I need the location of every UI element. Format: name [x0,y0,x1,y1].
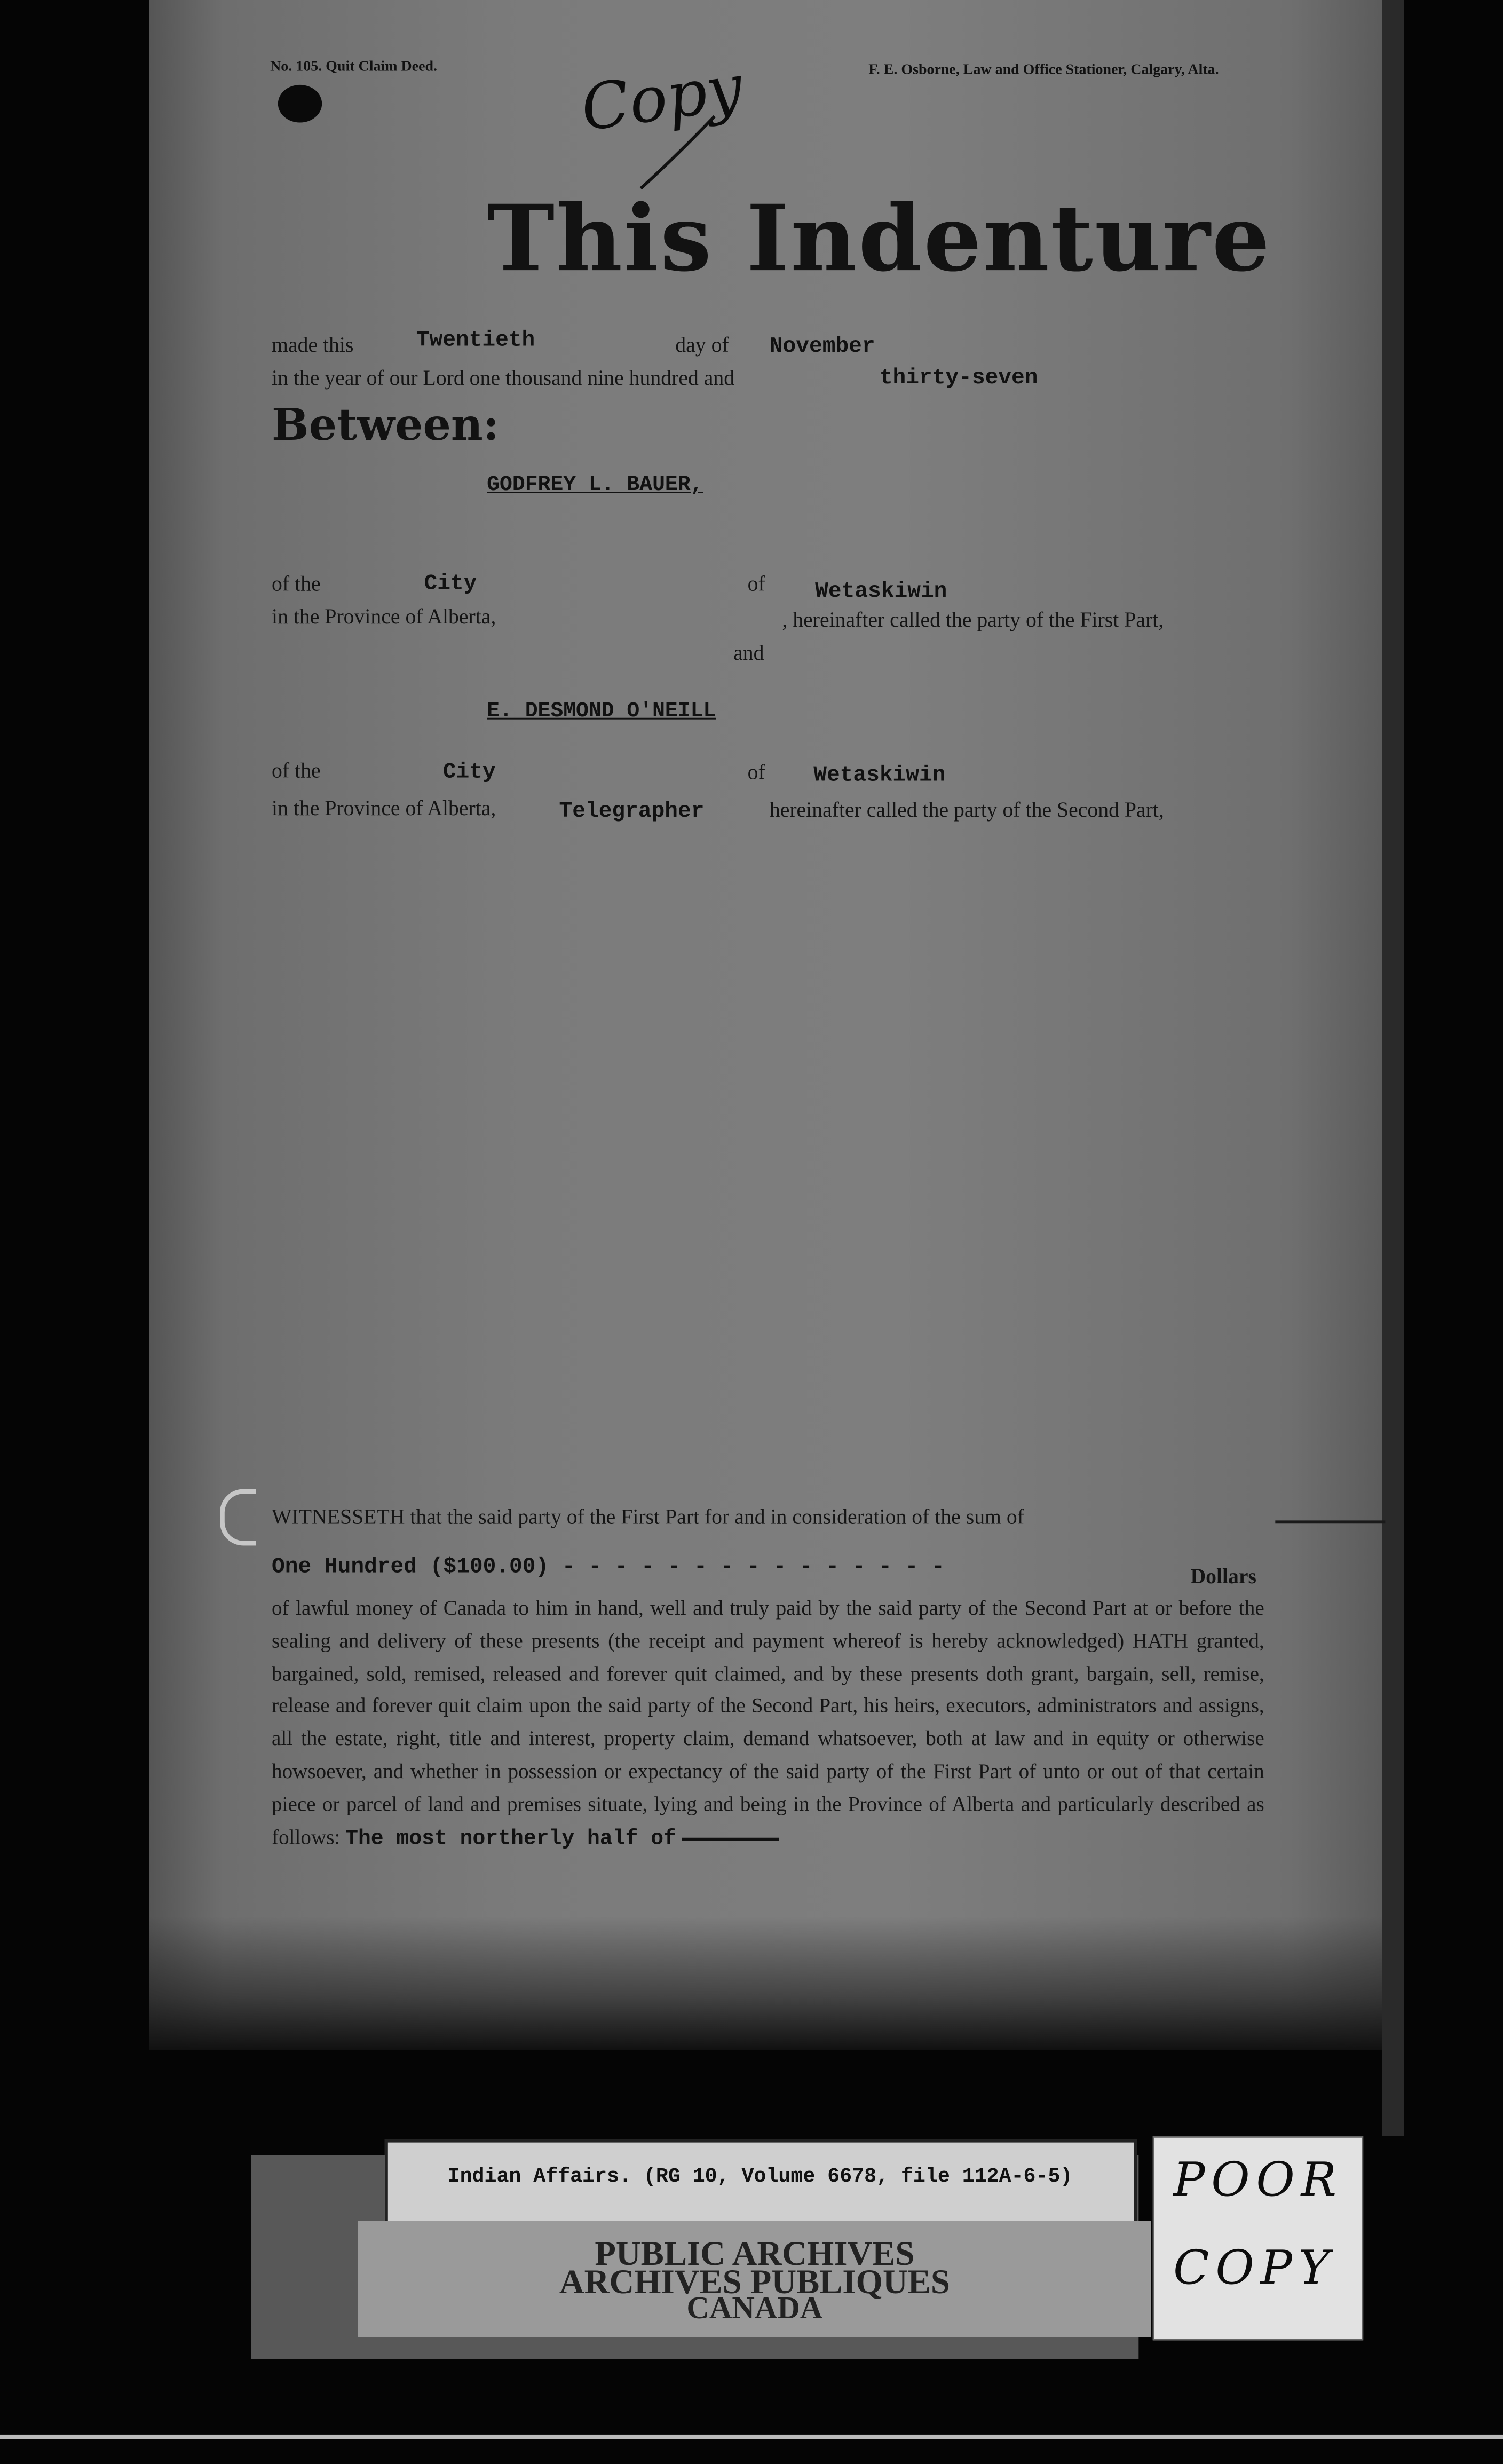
punch-hole [278,85,322,123]
margin-rule [1275,1520,1385,1523]
second-party-place-type: City [442,760,496,786]
dollars-label: Dollars [1190,1564,1257,1588]
annotation-stroke [628,110,723,196]
second-party-place-name: Wetaskiwin [813,763,946,789]
property-description: The most northerly half of [345,1827,676,1852]
first-party-name: GODFREY L. BAUER, [487,474,703,498]
day-value: Twentieth [416,328,535,354]
poor-copy-note [1153,2136,1363,2341]
poor-copy-line-2: COPY [1173,2241,1336,2296]
first-party-province: in the Province of Alberta, [272,604,496,629]
archive-reference-label [385,2139,1137,2228]
witnesseth-intro: WITNESSETH that the said party of the First Part for and in consideration of the sum of [272,1504,1024,1529]
second-party-province: in the Province of Alberta, [272,796,496,820]
first-party-place-type: City [424,572,477,597]
first-party-place-name: Wetaskiwin [815,579,947,605]
first-party-of: of [747,572,765,596]
year-value: thirty-seven [879,366,1038,391]
archive-reference-text: Indian Affairs. (RG 10, Volume 6678, file 112A-6-5) [447,2164,1073,2188]
copy-annotation: Copy [576,52,747,146]
consideration-amount: One Hundred ($100.00) - - - - - - - - - - - - - - - [272,1555,945,1581]
second-party-of: of [747,760,765,784]
document-title: This Indenture [487,185,1272,293]
month-value: November [769,334,875,360]
second-party-of-the: of the [272,759,321,783]
day-of-label: day of [675,333,729,357]
archive-stamp [358,2221,1151,2337]
clip-mark [220,1489,256,1546]
deed-body-paragraph: of lawful money of Canada to him in hand, well and truly paid by the said party of the Second Part at or before the sealing and delivery of these presents (the receipt and payment whereof is hereby acknowledged) HATH granted, bargained, sold, remised, released and forever quit claimed, and by these presents doth grant, bargain, sell, remise, release and forever quit claim upon the said party of the Second Part, his heirs, executors, administrators and assigns, all the estate, right, title and interest, property claim, demand whatsoever, both at law and in equity or otherwise howsoever, and whether in possession or expectancy of the said party of the First Part of unto or out of that certain piece or parcel of land and premises situate, lying and being in the Province of Alberta and particularly described as follows: [272,1596,1264,1849]
first-party-called: , hereinafter called the party of the First Part, [782,607,1164,631]
made-this-label: made this [272,333,354,357]
second-party-called: hereinafter called the party of the Second Part, [769,797,1164,822]
stamp-line-1: PUBLIC ARCHIVES [595,2233,915,2273]
and-label: and [733,641,764,665]
frame-bottom-rule [0,2435,1503,2439]
stationer-credit: F. E. Osborne, Law and Office Stationer, Calgary, Alta. [868,62,1219,79]
form-number: No. 105. Quit Claim Deed. [270,59,438,76]
poor-copy-line-1: POOR [1173,2153,1343,2209]
first-party-of-the: of the [272,572,321,596]
second-party-occupation: Telegrapher [559,799,705,825]
between-label: Between: [272,399,500,451]
second-party-name: E. DESMOND O'NEILL [487,700,716,724]
stamp-line-3: CANADA [686,2292,823,2326]
deed-body-text [272,1593,1264,1857]
description-rule [682,1837,779,1840]
year-text: in the year of our Lord one thousand nine hundred and [272,366,735,390]
stamp-line-2: ARCHIVES PUBLIQUES [559,2262,950,2301]
page-edge [1382,0,1404,2136]
